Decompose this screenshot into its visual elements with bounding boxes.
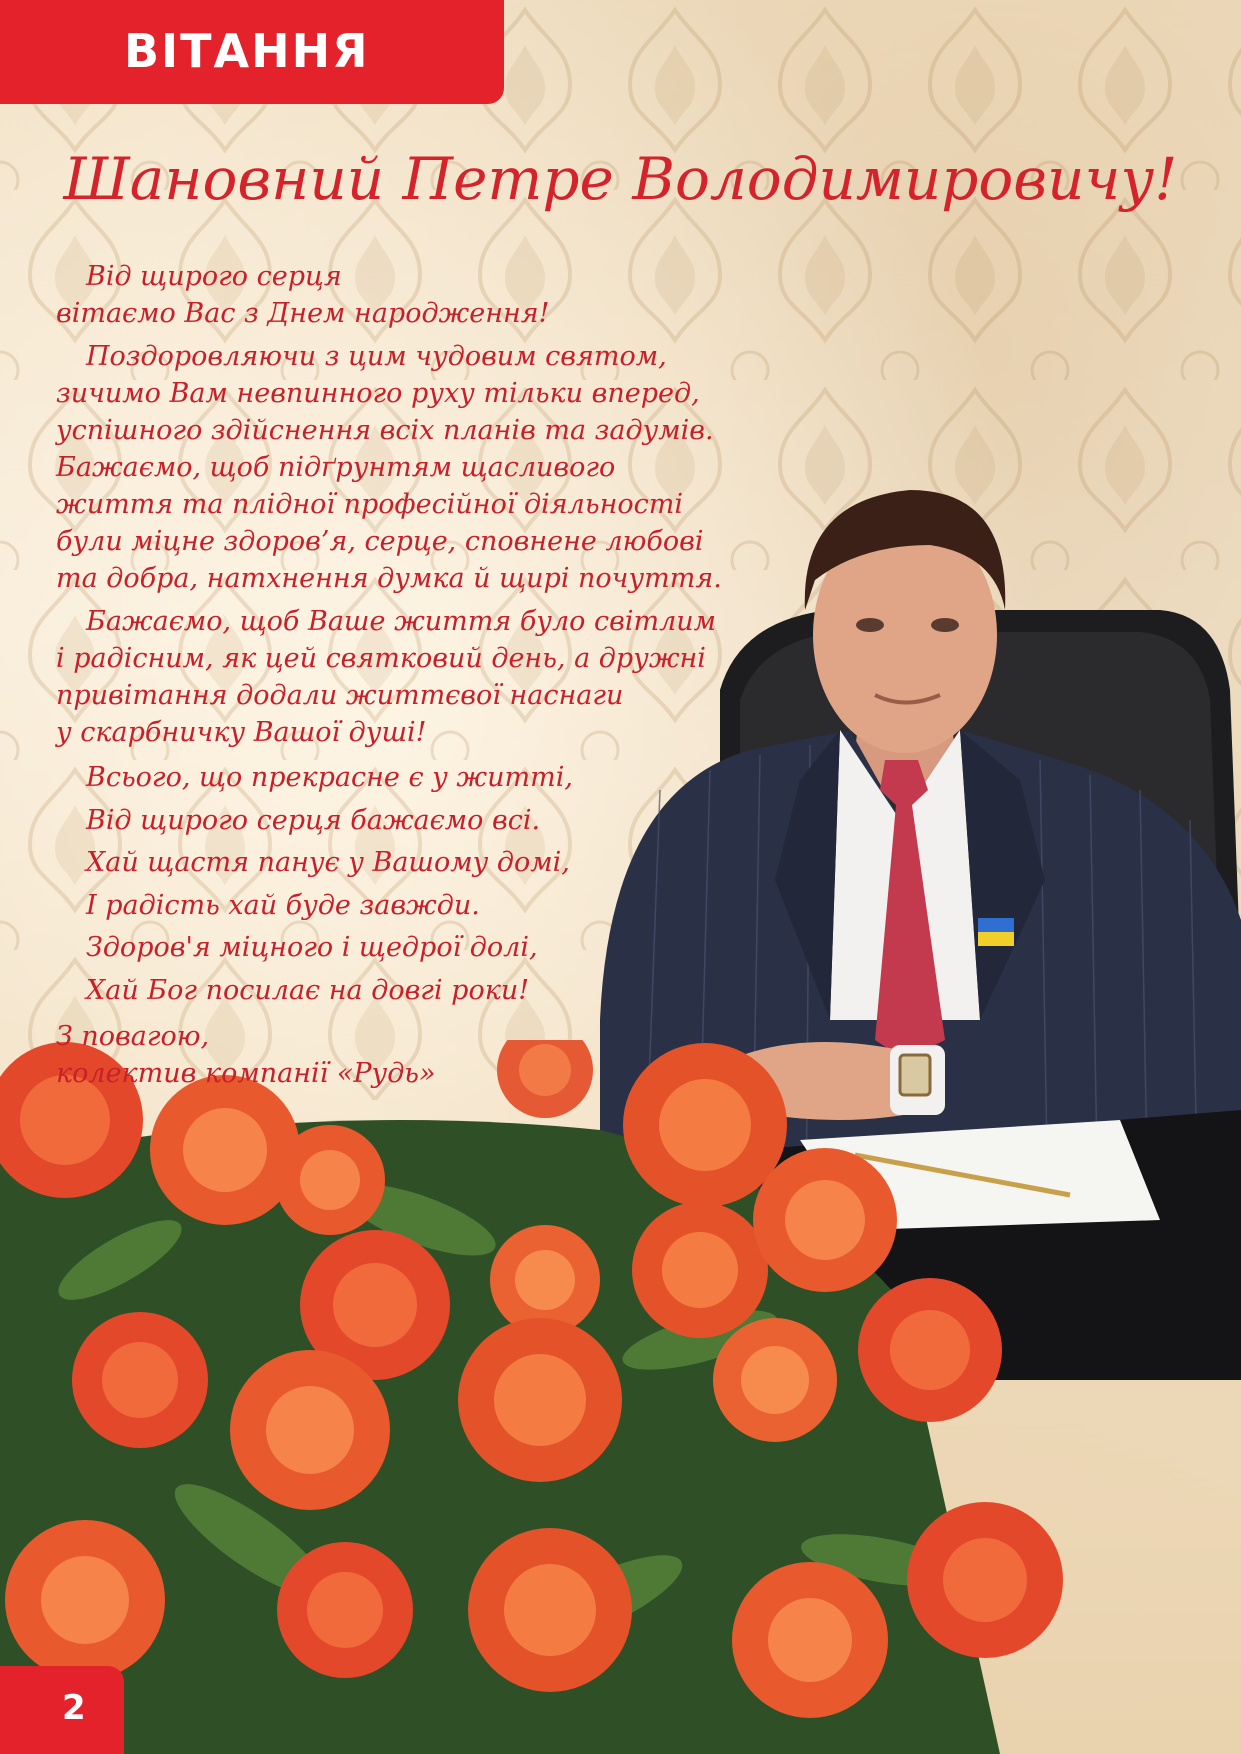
letter-line: зичимо Вам невпинного руху тільки вперед,: [56, 378, 700, 409]
roses-bouquet-image: [0, 1040, 1241, 1754]
letter-line: у скарбничку Вашої душі!: [56, 717, 427, 748]
letter-line: були міцне здоров’я, серце, сповнене любові: [56, 526, 704, 557]
page-number: 2: [62, 1688, 86, 1728]
letter-line: успішного здійснення всіх планів та задумів.: [56, 415, 714, 446]
letter-line: життя та плідної професійної діяльності: [56, 489, 683, 520]
poem-line: І радість хай буде завжди.: [86, 889, 480, 921]
poem: [56, 757, 746, 1012]
greeting-letter: [56, 258, 746, 1098]
poem-line: Хай щастя панує у Вашому домі,: [86, 847, 570, 878]
letter-line: привітання додали життєвої наснаги: [56, 680, 624, 711]
letter-line: Бажаємо, щоб Ваше життя було світлим: [86, 606, 717, 637]
signature-line: колектив компанії «Рудь»: [56, 1058, 436, 1089]
letter-line: Від щирого серця: [86, 261, 342, 292]
letter-paragraph-3: [56, 603, 746, 751]
letter-line: Бажаємо, щоб підґрунтям щасливого: [56, 452, 616, 483]
letter-line: та добра, натхнення думка й щирі почуття.: [56, 563, 722, 594]
letter-paragraph-2: [56, 338, 746, 597]
section-tab: [0, 0, 504, 104]
letter-paragraph-1: [56, 258, 746, 332]
letter-line: Поздоровляючи з цим чудовим святом,: [86, 341, 667, 372]
letter-line: вітаємо Вас з Днем народження!: [56, 298, 550, 329]
poem-line: Всього, що прекрасне є у житті,: [86, 762, 573, 793]
poem-line: Хай Бог посилає на довгі роки!: [86, 974, 530, 1006]
poem-line: Здоров'я міцного і щедрої долі,: [86, 932, 538, 963]
greeting-title: Шановний Петре Володимировичу!: [63, 145, 1178, 213]
signature: [56, 1018, 746, 1092]
poem-line: Від щирого серця бажаємо всі.: [86, 804, 541, 836]
signature-line: З повагою,: [56, 1021, 210, 1052]
letter-line: і радісним, як цей святковий день, а дружні: [56, 643, 706, 674]
section-label: ВІТАННЯ: [124, 24, 370, 78]
page-number-box: [0, 1666, 124, 1754]
